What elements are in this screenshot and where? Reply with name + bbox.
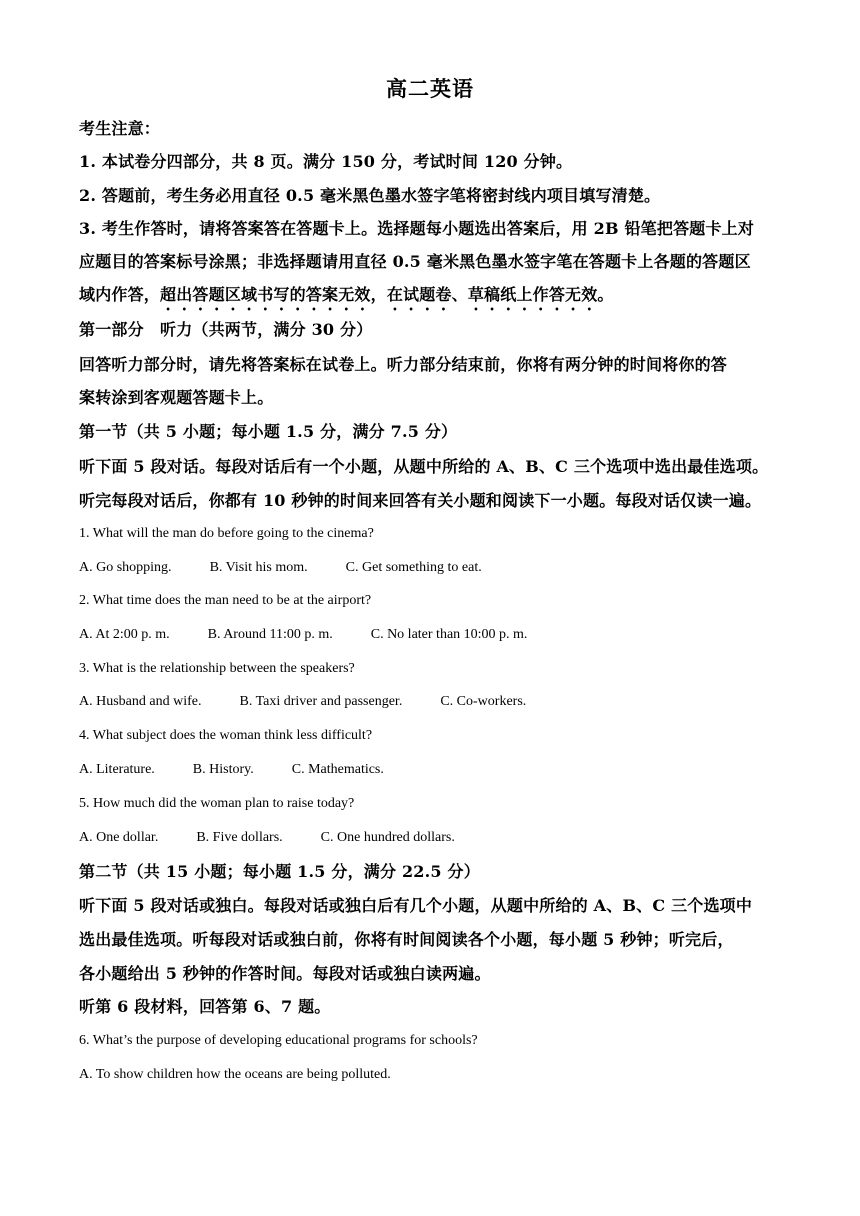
part-1-intro-line-1: 回答听力部分时，请先将答案标在试卷上。听力部分结束前，你将有两分钟的时间将你的答 bbox=[79, 355, 728, 374]
question-5-option-a: A. One dollar. bbox=[79, 830, 159, 845]
question-4: 4. What subject does the woman think less difficult? bbox=[79, 728, 373, 743]
question-4-option-a: A. Literature. bbox=[79, 762, 155, 777]
section-2-intro-line-2: 选出最佳选项。听每段对话或独白前，你将有时间阅读各个小题，每小题 5 秒钟；听完后， bbox=[79, 930, 734, 949]
question-2-option-c: C. No later than 10:00 p. m. bbox=[370, 627, 528, 642]
question-2-option-a: A. At 2:00 p. m. bbox=[79, 627, 170, 642]
section-2-heading: 第二节（共 15 小题；每小题 1.5 分，满分 22.5 分） bbox=[79, 862, 480, 881]
page-title: 高二英语 bbox=[386, 76, 474, 101]
section-1-intro-line-1: 听下面 5 段对话。每段对话后有一个小题，从题中所给的 A、B、C 三个选项中选出最佳选项。 bbox=[79, 457, 769, 476]
question-3-option-b: B. Taxi driver and passenger. bbox=[239, 694, 403, 709]
part-1-heading: 第一部分 听力（共两节，满分 30 分） bbox=[79, 320, 373, 339]
question-6: 6. What’s the purpose of developing educational programs for schools? bbox=[79, 1033, 478, 1048]
question-3-option-a: A. Husband and wife. bbox=[79, 694, 202, 709]
question-2: 2. What time does the man need to be at the airport? bbox=[79, 593, 372, 608]
notice-item-3-line-1: 3. 考生作答时，请将答案答在答题卡上。选择题每小题选出答案后，用 2B 铅笔把答题卡上对 bbox=[79, 219, 755, 238]
question-5-options bbox=[79, 828, 784, 848]
notice-item-2: 2. 答题前，考生务必用直径 0.5 毫米黑色墨水签字笔将密封线内项目填写清楚。 bbox=[79, 186, 661, 205]
question-1-options bbox=[79, 558, 784, 578]
question-4-option-b: B. History. bbox=[192, 762, 254, 777]
question-3: 3. What is the relationship between the speakers? bbox=[79, 661, 355, 676]
question-5: 5. How much did the woman plan to raise today? bbox=[79, 796, 355, 811]
question-1-option-b: B. Visit his mom. bbox=[209, 560, 308, 575]
notice-item-3-line-3 bbox=[79, 278, 784, 314]
notice-item-1: 1. 本试卷分四部分，共 8 页。满分 150 分，考试时间 120 分钟。 bbox=[79, 152, 573, 171]
question-2-options bbox=[79, 625, 784, 645]
question-6-option-a: A. To show children how the oceans are being polluted. bbox=[79, 1067, 391, 1082]
question-5-option-c: C. One hundred dollars. bbox=[320, 830, 455, 845]
question-5-option-b: B. Five dollars. bbox=[196, 830, 283, 845]
notice-item-3-line-3-start: 域内作答， bbox=[79, 285, 161, 304]
part-1-intro-line-2: 案转涂到客观题答题卡上。 bbox=[79, 388, 274, 407]
question-4-options bbox=[79, 760, 784, 780]
question-1-option-c: C. Get something to eat. bbox=[345, 560, 482, 575]
emphasized-warning-text: 超出答题区域书写的答案无效，在试题卷、草稿纸上作答无效 bbox=[160, 285, 598, 304]
notice-item-3-line-3-end: 。 bbox=[597, 285, 614, 304]
section-2-intro-line-1: 听下面 5 段对话或独白。每段对话或独白后有几个小题，从题中所给的 A、B、C 三个选项中 bbox=[79, 896, 753, 915]
notice-item-3-line-2: 应题目的答案标号涂黑；非选择题请用直径 0.5 毫米黑色墨水签字笔在答题卡上各题的答题区 bbox=[79, 252, 751, 271]
question-2-option-b: B. Around 11:00 p. m. bbox=[207, 627, 333, 642]
question-1: 1. What will the man do before going to the cinema? bbox=[79, 526, 374, 541]
section-1-intro-line-2: 听完每段对话后，你都有 10 秒钟的时间来回答有关小题和阅读下一小题。每段对话仅读一遍。 bbox=[79, 491, 762, 510]
question-3-option-c: C. Co-workers. bbox=[440, 694, 527, 709]
question-4-option-c: C. Mathematics. bbox=[291, 762, 384, 777]
section-1-heading: 第一节（共 5 小题；每小题 1.5 分，满分 7.5 分） bbox=[79, 422, 458, 441]
section-2-intro-line-3: 各小题给出 5 秒钟的作答时间。每段对话或独白读两遍。 bbox=[79, 964, 491, 983]
material-6-heading: 听第 6 段材料，回答第 6、7 题。 bbox=[79, 997, 331, 1016]
notice-heading: 考生注意： bbox=[79, 119, 161, 138]
question-1-option-a: A. Go shopping. bbox=[79, 560, 172, 575]
question-3-options bbox=[79, 692, 784, 712]
